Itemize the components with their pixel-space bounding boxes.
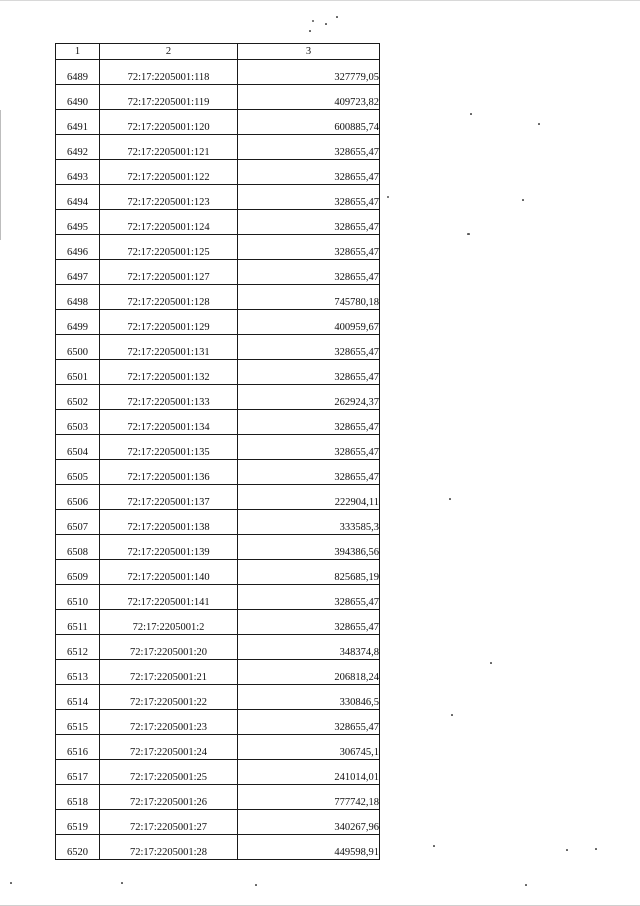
row-number-cell: 6498: [56, 285, 100, 310]
cadastral-value-cell: 327779,05: [238, 60, 380, 85]
table-row: [56, 785, 380, 810]
cadastral-value-cell: 328655,47: [238, 460, 380, 485]
cadastral-number-cell: 72:17:2205001:138: [100, 510, 238, 535]
cadastral-number-cell: 72:17:2205001:123: [100, 185, 238, 210]
row-number-cell: 6505: [56, 460, 100, 485]
row-number-cell: 6494: [56, 185, 100, 210]
table-row: [56, 135, 380, 160]
cadastral-value-cell: 600885,74: [238, 110, 380, 135]
cadastral-value-cell: 409723,82: [238, 85, 380, 110]
scan-speck: [121, 882, 123, 884]
scan-speck: [325, 23, 327, 25]
cadastral-value-table: [55, 43, 380, 860]
cadastral-number-cell: 72:17:2205001:22: [100, 685, 238, 710]
cadastral-value-cell: 449598,91: [238, 835, 380, 860]
table-row: [56, 360, 380, 385]
cadastral-value-cell: 328655,47: [238, 235, 380, 260]
row-number-cell: 6514: [56, 685, 100, 710]
table-row: [56, 635, 380, 660]
cadastral-number-cell: 72:17:2205001:135: [100, 435, 238, 460]
row-number-cell: 6512: [56, 635, 100, 660]
cadastral-value-cell: 328655,47: [238, 710, 380, 735]
cadastral-value-cell: 328655,47: [238, 210, 380, 235]
cadastral-value-cell: 400959,67: [238, 310, 380, 335]
row-number-cell: 6508: [56, 535, 100, 560]
row-number-cell: 6497: [56, 260, 100, 285]
table-row: [56, 285, 380, 310]
cadastral-number-cell: 72:17:2205001:133: [100, 385, 238, 410]
row-number-cell: 6499: [56, 310, 100, 335]
cadastral-number-cell: 72:17:2205001:23: [100, 710, 238, 735]
header-col-3: 3: [238, 44, 380, 60]
cadastral-value-cell: 825685,19: [238, 560, 380, 585]
cadastral-number-cell: 72:17:2205001:121: [100, 135, 238, 160]
scan-speck: [433, 845, 435, 847]
row-number-cell: 6507: [56, 510, 100, 535]
table-row: [56, 310, 380, 335]
cadastral-number-cell: 72:17:2205001:25: [100, 760, 238, 785]
scan-speck: [595, 848, 597, 850]
cadastral-number-cell: 72:17:2205001:129: [100, 310, 238, 335]
row-number-cell: 6495: [56, 210, 100, 235]
scan-edge-left: [0, 110, 1, 240]
row-number-cell: 6510: [56, 585, 100, 610]
row-number-cell: 6515: [56, 710, 100, 735]
scan-speck: [309, 30, 311, 32]
row-number-cell: 6496: [56, 235, 100, 260]
row-number-cell: 6490: [56, 85, 100, 110]
header-col-2: 2: [100, 44, 238, 60]
table-row: [56, 460, 380, 485]
cadastral-number-cell: 72:17:2205001:127: [100, 260, 238, 285]
scan-speck: [566, 849, 568, 851]
scan-speck: [470, 113, 472, 115]
cadastral-value-cell: 328655,47: [238, 360, 380, 385]
cadastral-number-cell: 72:17:2205001:122: [100, 160, 238, 185]
table-row: [56, 535, 380, 560]
table-row: [56, 735, 380, 760]
cadastral-number-cell: 72:17:2205001:24: [100, 735, 238, 760]
cadastral-number-cell: 72:17:2205001:134: [100, 410, 238, 435]
cadastral-number-cell: 72:17:2205001:28: [100, 835, 238, 860]
cadastral-value-cell: 333585,3: [238, 510, 380, 535]
scan-speck: [449, 498, 451, 500]
row-number-cell: 6493: [56, 160, 100, 185]
cadastral-value-cell: 328655,47: [238, 185, 380, 210]
table-row: [56, 510, 380, 535]
cadastral-value-cell: 241014,01: [238, 760, 380, 785]
cadastral-value-cell: 328655,47: [238, 160, 380, 185]
scan-speck: [451, 714, 453, 716]
cadastral-number-cell: 72:17:2205001:140: [100, 560, 238, 585]
cadastral-value-cell: 328655,47: [238, 135, 380, 160]
table-row: [56, 560, 380, 585]
cadastral-value-cell: 222904,11: [238, 485, 380, 510]
row-number-cell: 6513: [56, 660, 100, 685]
cadastral-value-cell: 777742,18: [238, 785, 380, 810]
cadastral-value-cell: 348374,8: [238, 635, 380, 660]
scan-speck: [522, 199, 524, 201]
table-body: [56, 60, 380, 860]
header-col-1: 1: [56, 44, 100, 60]
table-row: [56, 835, 380, 860]
row-number-cell: 6516: [56, 735, 100, 760]
scan-speck: [336, 16, 338, 18]
row-number-cell: 6489: [56, 60, 100, 85]
row-number-cell: 6511: [56, 610, 100, 635]
row-number-cell: 6517: [56, 760, 100, 785]
scan-speck: [255, 884, 257, 886]
scan-speck: [387, 196, 389, 198]
table-row: [56, 660, 380, 685]
cadastral-number-cell: 72:17:2205001:119: [100, 85, 238, 110]
cadastral-value-cell: 328655,47: [238, 585, 380, 610]
cadastral-number-cell: 72:17:2205001:20: [100, 635, 238, 660]
cadastral-value-cell: 328655,47: [238, 335, 380, 360]
cadastral-number-cell: 72:17:2205001:131: [100, 335, 238, 360]
cadastral-number-cell: 72:17:2205001:132: [100, 360, 238, 385]
row-number-cell: 6518: [56, 785, 100, 810]
row-number-cell: 6520: [56, 835, 100, 860]
cadastral-number-cell: 72:17:2205001:136: [100, 460, 238, 485]
table-row: [56, 385, 380, 410]
cadastral-value-cell: 394386,56: [238, 535, 380, 560]
table-row: [56, 810, 380, 835]
table-row: [56, 760, 380, 785]
scan-speck: [525, 884, 527, 886]
table-row: [56, 410, 380, 435]
scan-speck: [538, 123, 540, 125]
table-row: [56, 160, 380, 185]
cadastral-number-cell: 72:17:2205001:137: [100, 485, 238, 510]
row-number-cell: 6503: [56, 410, 100, 435]
cadastral-number-cell: 72:17:2205001:125: [100, 235, 238, 260]
table-header: [56, 44, 380, 60]
table-row: [56, 85, 380, 110]
row-number-cell: 6500: [56, 335, 100, 360]
cadastral-value-cell: 330846,5: [238, 685, 380, 710]
cadastral-number-cell: 72:17:2205001:26: [100, 785, 238, 810]
cadastral-value-cell: 328655,47: [238, 610, 380, 635]
cadastral-value-cell: 745780,18: [238, 285, 380, 310]
table-row: [56, 610, 380, 635]
cadastral-number-cell: 72:17:2205001:118: [100, 60, 238, 85]
cadastral-number-cell: 72:17:2205001:124: [100, 210, 238, 235]
cadastral-number-cell: 72:17:2205001:120: [100, 110, 238, 135]
cadastral-value-cell: 262924,37: [238, 385, 380, 410]
row-number-cell: 6501: [56, 360, 100, 385]
table-row: [56, 585, 380, 610]
row-number-cell: 6491: [56, 110, 100, 135]
row-number-cell: 6492: [56, 135, 100, 160]
cadastral-number-cell: 72:17:2205001:27: [100, 810, 238, 835]
table-row: [56, 60, 380, 85]
cadastral-number-cell: 72:17:2205001:128: [100, 285, 238, 310]
cadastral-value-cell: 340267,96: [238, 810, 380, 835]
cadastral-number-cell: 72:17:2205001:141: [100, 585, 238, 610]
row-number-cell: 6519: [56, 810, 100, 835]
row-number-cell: 6504: [56, 435, 100, 460]
cadastral-number-cell: 72:17:2205001:139: [100, 535, 238, 560]
table-row: [56, 485, 380, 510]
table-row: [56, 435, 380, 460]
cadastral-value-cell: 206818,24: [238, 660, 380, 685]
cadastral-value-cell: 328655,47: [238, 435, 380, 460]
cadastral-number-cell: 72:17:2205001:21: [100, 660, 238, 685]
table-row: [56, 210, 380, 235]
table-row: [56, 335, 380, 360]
row-number-cell: 6502: [56, 385, 100, 410]
table-row: [56, 185, 380, 210]
table-row: [56, 710, 380, 735]
cadastral-value-cell: 328655,47: [238, 260, 380, 285]
header-row: [56, 44, 380, 60]
scan-edge-top: [0, 0, 640, 3]
row-number-cell: 6506: [56, 485, 100, 510]
scan-speck: [312, 20, 314, 22]
table-row: [56, 260, 380, 285]
row-number-cell: 6509: [56, 560, 100, 585]
cadastral-value-cell: 306745,1: [238, 735, 380, 760]
scan-speck: [490, 662, 492, 664]
cadastral-value-cell: 328655,47: [238, 410, 380, 435]
cadastral-number-cell: 72:17:2205001:2: [100, 610, 238, 635]
scan-speck: [10, 882, 12, 884]
scan-speck: [467, 233, 470, 235]
table-row: [56, 110, 380, 135]
table-row: [56, 685, 380, 710]
table-row: [56, 235, 380, 260]
